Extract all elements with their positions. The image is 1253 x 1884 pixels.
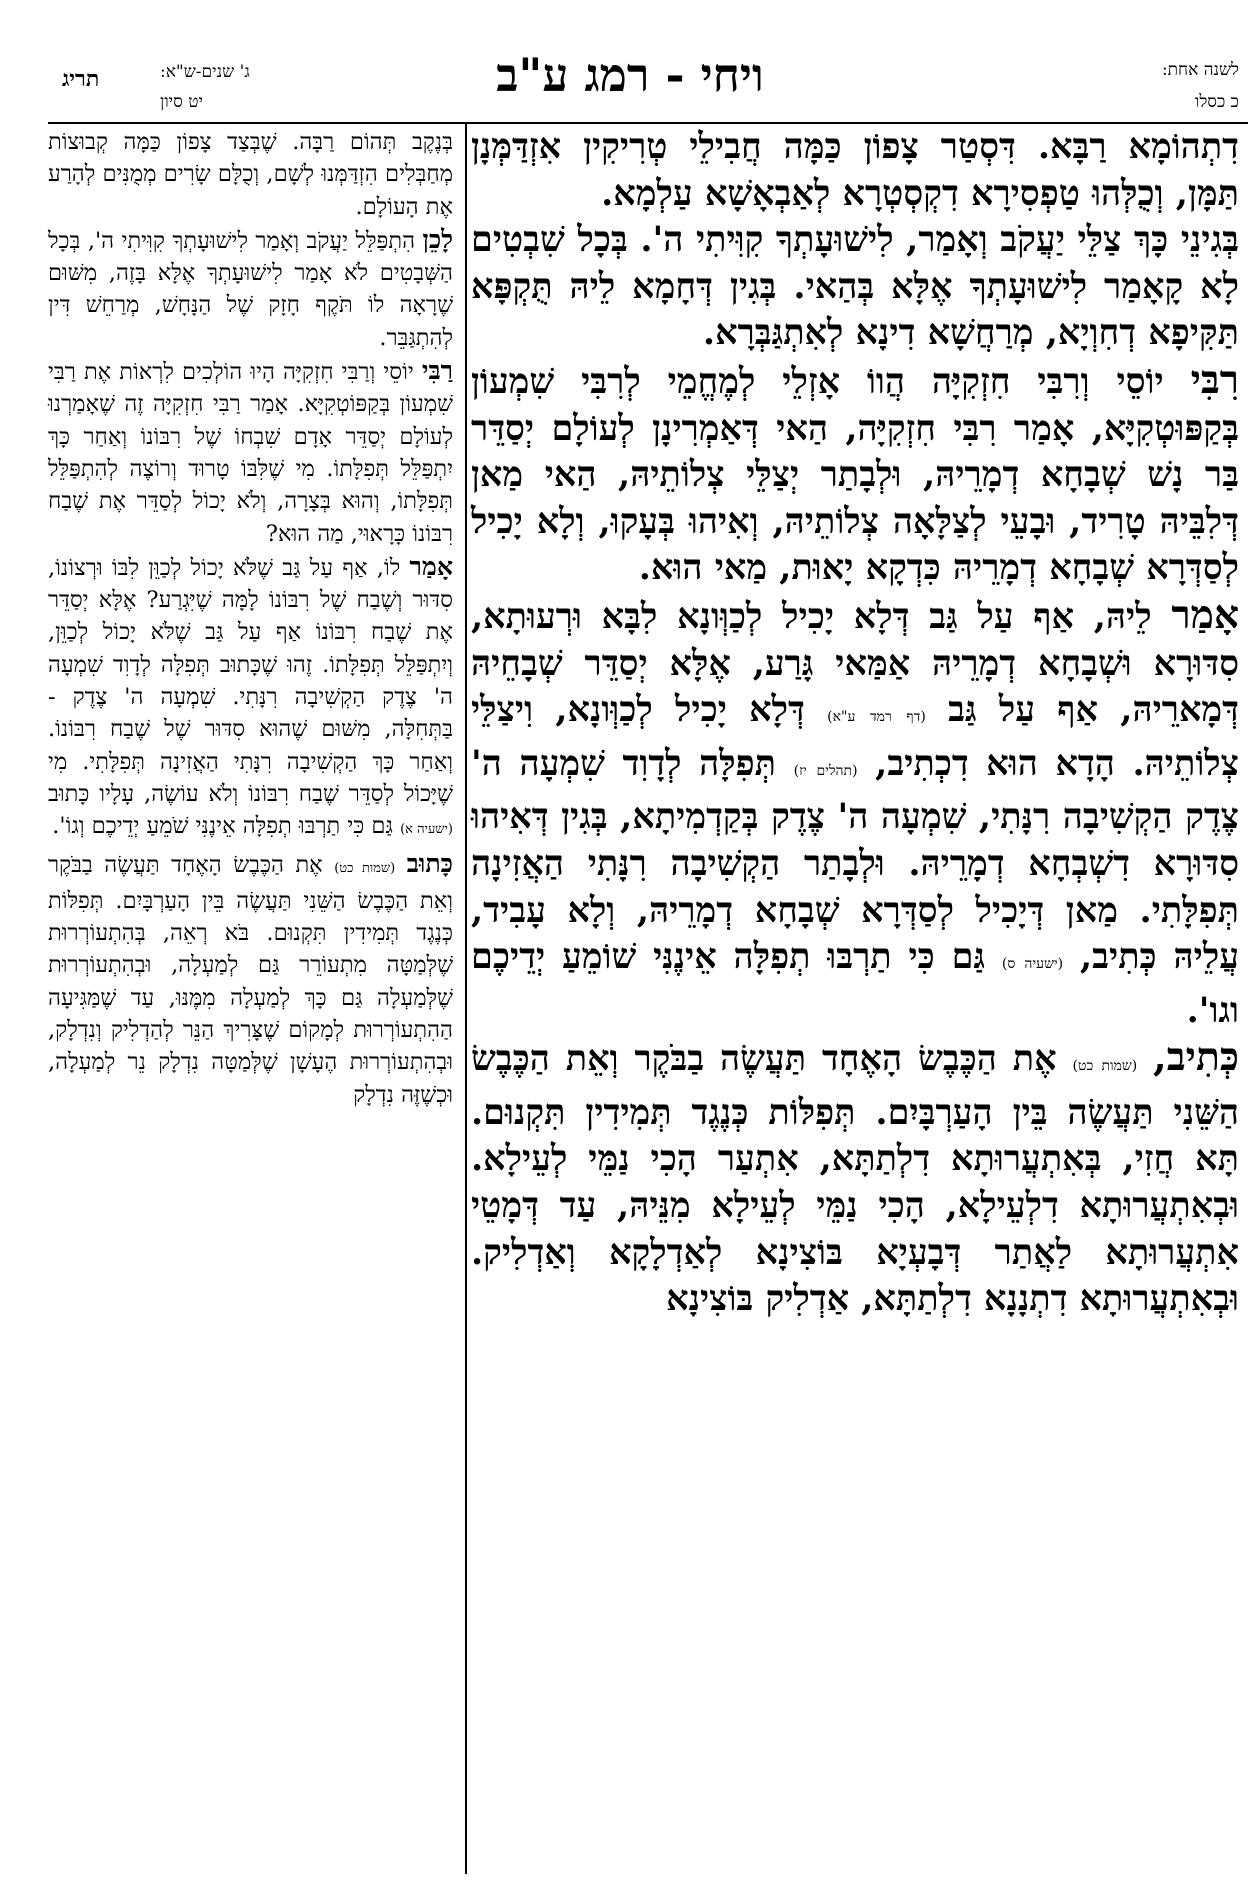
verse-reference: (תהלים יז) [793,762,858,779]
side-text: גַּם כִּי תַרְבּוּ תְפִלָּה אֵינֶנִּי שֹׁמֵעַ יְדֵיכֶם וְגוֹ'. [52,813,393,840]
page-reference: (דף רמד ע"א) [827,709,926,726]
hebrew-translation-column [48,126,453,1111]
main-text: גַּם כִּי תַרְבּוּ תְפִלָּה אֵינֶנִּי שׁוֹמֵעַ יְדֵיכֶם וגו'. [471,936,1239,1031]
main-paragraph [471,124,1239,217]
paragraph-lead-word: רַבִּי [421,355,454,386]
aramaic-column [471,124,1239,1323]
side-paragraph [48,126,453,223]
page-title: ויחי - רמג ע"ב [496,48,764,102]
main-paragraph [471,1034,1239,1323]
main-text: דִתְהוֹמָא רַבָּא. דִּסְטַר צָפוֹן כַּמָּה חֲבִילֵי טְרִיקִין אִזְדַּמְּנָן תַּמָּן, וְכֻלְּהוּ טַפְסִירָא דִקְסְטְרָא לְאַבְאָשָׁא עַלְמָא. [471,126,1239,214]
main-text: בְּגִינֵי כָּךְ צַלֵּי יַעֲקֹב וְאָמַר, לִישׁוּעָתְךָ קִוִּיתִי ה'. בְּכָל שִׁבְטִים לָא קָאָמַר לִישׁוּעָתְךָ אֶלָּא בְּהַאי. בְּגִין דְּחָמָא לֵיהּ תֻּקְפָּא תַּקִּיפָא דְחִוְיָא, מְרַחֲשָׁא דִינָא לְאִתְגַּבְּרָא. [471,219,1239,354]
page-number: תריג [62,66,100,92]
verse-reference: (שמות כט) [1072,1058,1138,1075]
verse-reference: (ישעיה ס) [1001,956,1064,973]
main-text: אֶת הַכֶּבֶשׂ הָאֶחָד תַּעֲשֶׂה בַבֹּקֶר וְאֵת הַכֶּבֶשׂ הַשֵּׁנִי תַּעֲשֶׂה בֵּין הָעַרְבָּיִם. תְּפִלּוֹת כְּנֶגֶד תְּמִידִין תִּקְנוּם. תָּא חֲזִי, בְּאִתְעֲרוּתָא דִלְתַתָּא, אִתְעַר הָכִי נַמֵּי לְעֵילָא. וּבְאִתְעֲרוּתָא דִלְעֵילָא, הָכִי נַמֵּי לְעֵילָא מִנֵּיהּ, עַד דְּמָטֵי אִתְעֲרוּתָא לַאֲתַר דְּבָעְיָא בּוֹצִינָא לְאַדְלָקָא וְאַדְלִיק. וּבְאִתְעֲרוּתָא דִתְנָנָא דִלְתַתָּא, אַדְלִיק בּוֹצִינָא [471,1038,1239,1320]
side-text: הִתְפַּלֵּל יַעֲקֹב וְאָמַר לִישׁוּעָתְךָ קִוִּיתִי ה', בְּכָל הַשְּׁבָטִים לֹא אָמַר לִישׁוּעָתְךָ אֶלָּא בָּזֶה, מִשּׁוּם שֶׁרָאָה לוֹ תֹּקֶף חָזָק שֶׁל הַנָּחָשׁ, מְרַחֵשׁ דִּין לְהִתְגַּבֵּר. [48,227,453,351]
side-paragraph [48,354,453,550]
column-divider [465,124,467,1874]
side-paragraph [48,223,453,354]
main-text: לֵיהּ, אַף עַל גַּב דְּלָא יָכִיל לְכַוְּונָא לִבָּא וּרְעוּתָא, סִדּוּרָא וּשְׁבָחָא דְמָרֵיהּ אַמַּאי גָּרַע, אֶלָּא יְסַדֵּר שְׁבָחֵיהּ דְּמָארֵיהּ, אַף עַל גַּב [471,595,1240,731]
verse-reference: (ישעיה א) [400,822,453,838]
paragraph-lead-word: לָכֵן [422,223,453,254]
side-paragraph [48,550,453,847]
paragraph-lead-word: כְּתִיב, [1153,1034,1240,1081]
side-text: לוֹ, אַף עַל גַּב שֶׁלֹּא יָכוֹל לְכַוֵּן לִבּוֹ וּרְצוֹנוֹ, סִדּוּר וְשֶׁבַח שֶׁל רִבּוֹנוֹ לָמָּה שֶׁיִּגְרַע? אֶלָּא יְסַדֵּר אֶת שֶׁבַח רִבּוֹנוֹ אַף עַל גַּב שֶׁלֹּא יָכוֹל לְכַוֵּן, וְיִתְפַּלֵּל תְּפִלָּתוֹ. זֶהוּ שֶׁכָּתוּב תְּפִלָּה לְדָוִד שִׁמְעָה ה' צֶדֶק הַקְשִׁיבָה רִנָּתִי. שִׁמְעָה ה' צֶדֶק - בַּתְּחִלָּה, מִשּׁוּם שֶׁהוּא סִדּוּר שֶׁל שֶׁבַח רִבּוֹנוֹ. וְאַחַר כָּךְ הַקְשִׁיבָה רִנָּתִי הַאֲזִינָה תְּפִלָּתִי. מִי שֶׁיָּכוֹל לְסַדֵּר שֶׁבַח רִבּוֹנוֹ וְלֹא עוֹשֶׂה, עָלָיו כָּתוּב [48,554,453,807]
header-daily-three-year: ג' שנים-ש"א: [160,62,250,82]
main-paragraph [471,217,1239,357]
header-date-one-year: כ כסלו [1195,92,1239,112]
main-paragraph [471,592,1239,1034]
paragraph-lead-word: אָמַר [409,550,453,581]
paragraph-lead-word: כָּתוּב [406,847,453,878]
main-paragraph [471,357,1239,592]
paragraph-lead-word: אָמַר [1171,591,1240,638]
side-paragraph [48,847,453,1111]
main-text: תְּפִלָּה לְדָוִד שִׁמְעָה ה' צֶדֶק הַקְשִׁיבָה רִנָּתִי, שִׁמְעָה ה' צֶדֶק בְּקַדְמִיתָא, בְּגִין דְּאִיהוּ סִדּוּרָא דִשְׁבְחָא דְמָרֵיהּ. וּלְבָתַר הַקְשִׁיבָה רִנָּתִי הַאֲזִינָה תְּפִלָּתִי. מַאן דְּיָכִיל לְסַדְּרָא שְׁבָחָא דְמָרֵיהּ, וְלָא עָבִיד, עֲלֵיהּ כְּתִיב, [471,742,1240,978]
side-text: בְּנֶקֶב תְּהוֹם רַבָּה. שֶׁבְּצַד צָפוֹן כַּמָּה קְבוּצוֹת מְחַבְּלִים הִזְדַּמְּנוּ לְשָׁם, וְכֻלָּם שָׂרִים מְמֻנִּים לְהָרַע אֶת הָעוֹלָם. [48,129,453,220]
header-daily-one-year: לשנה אחת: [1161,60,1239,80]
main-text: דְּלָא יָכִיל לְכַוְּונָא, וִיצַלֵּי צְלוֹתֵיהּ. הָדָא הוּא דִכְתִיב, [471,689,1239,784]
verse-reference: (שמות כט) [334,860,396,876]
paragraph-lead-word: רִבִּי [1190,356,1239,403]
main-text: יוֹסֵי וְרִבִּי חִזְקִיָּה הֲווֹ אָזְלֵי לְמֶחֱמֵי לְרִבִּי שִׁמְעוֹן בְּקַפּוּטְקִיָּא, אָמַר רִבִּי חִזְקִיָּה, הַאי דְּאַמְרִינָן לְעוֹלָם יְסַדֵּר בַּר נָשׁ שְׁבָחָא דְמָרֵיהּ, וּלְבָתַר יְצַלֵּי צְלוֹתֵיהּ, הַאי מַאן דְּלִבֵּיהּ טָרִיד, וּבָעֵי לְצַלָּאָה צְלוֹתֵיהּ, וְאִיהוּ בְּעָקוּ, וְלָא יָכִיל לְסַדְּרָא שְׁבָחָא דְמָרֵיהּ כִּדְקָא יָאוּת, מַאי הוּא. [471,360,1239,589]
side-text: יוֹסֵי וְרַבִּי חִזְקִיָּה הָיוּ הוֹלְכִים לִרְאוֹת אֶת רַבִּי שִׁמְעוֹן בְּקַפּוֹטְקִיָּא. אָמַר רַבִּי חִזְקִיָּה זֶה שֶׁאָמַרְנוּ לְעוֹלָם יְסַדֵּר אָדָם שִׁבְחוֹ שֶׁל רִבּוֹנוֹ וְאַחַר כָּךְ יִתְפַּלֵּל תְּפִלָּתוֹ. מִי שֶׁלִּבּוֹ טָרוּד וְרוֹצֶה לְהִתְפַּלֵּל תְּפִלָּתוֹ, וְהוּא בְּצָרָה, וְלֹא יָכוֹל לְסַדֵּר אֶת שֶׁבַח רִבּוֹנוֹ כָּרָאוּי, מַה הוּא? [48,359,453,547]
header-date-three-year: יט סיון [160,92,203,112]
side-text: אֶת הַכֶּבֶשׂ הָאֶחָד תַּעֲשֶׂה בַבֹּקֶר וְאֵת הַכֶּבֶשׂ הַשֵּׁנִי תַּעֲשֶׂה בֵּין הָעַרְבָּיִם. תְּפִלּוֹת כְּנֶגֶד תְּמִידִין תִּקְנוּם. בֹּא רְאֵה, בְּהִתְעוֹרְרוּת שֶׁלְּמַטָּה מִתְעוֹרֵר גַּם לְמַעְלָה, וּבְהִתְעוֹרְרוּת שֶׁלְּמַעְלָה גַּם כָּךְ לְמַעְלָה מִמֶּנּוּ, עַד שֶׁמַּגִּיעָה הַהִתְעוֹרְרוּת לְמָקוֹם שֶׁצָּרִיךְ הַנֵּר לְהַדְלִיק וְנִדְלָק, וּבְהִתְעוֹרְרוּת הֶעָשָׁן שֶׁלְּמַטָּה נִדְלָק נֵר לְמַעְלָה, וּכְשֶׁזֶּה נִדְלָק [48,851,453,1108]
